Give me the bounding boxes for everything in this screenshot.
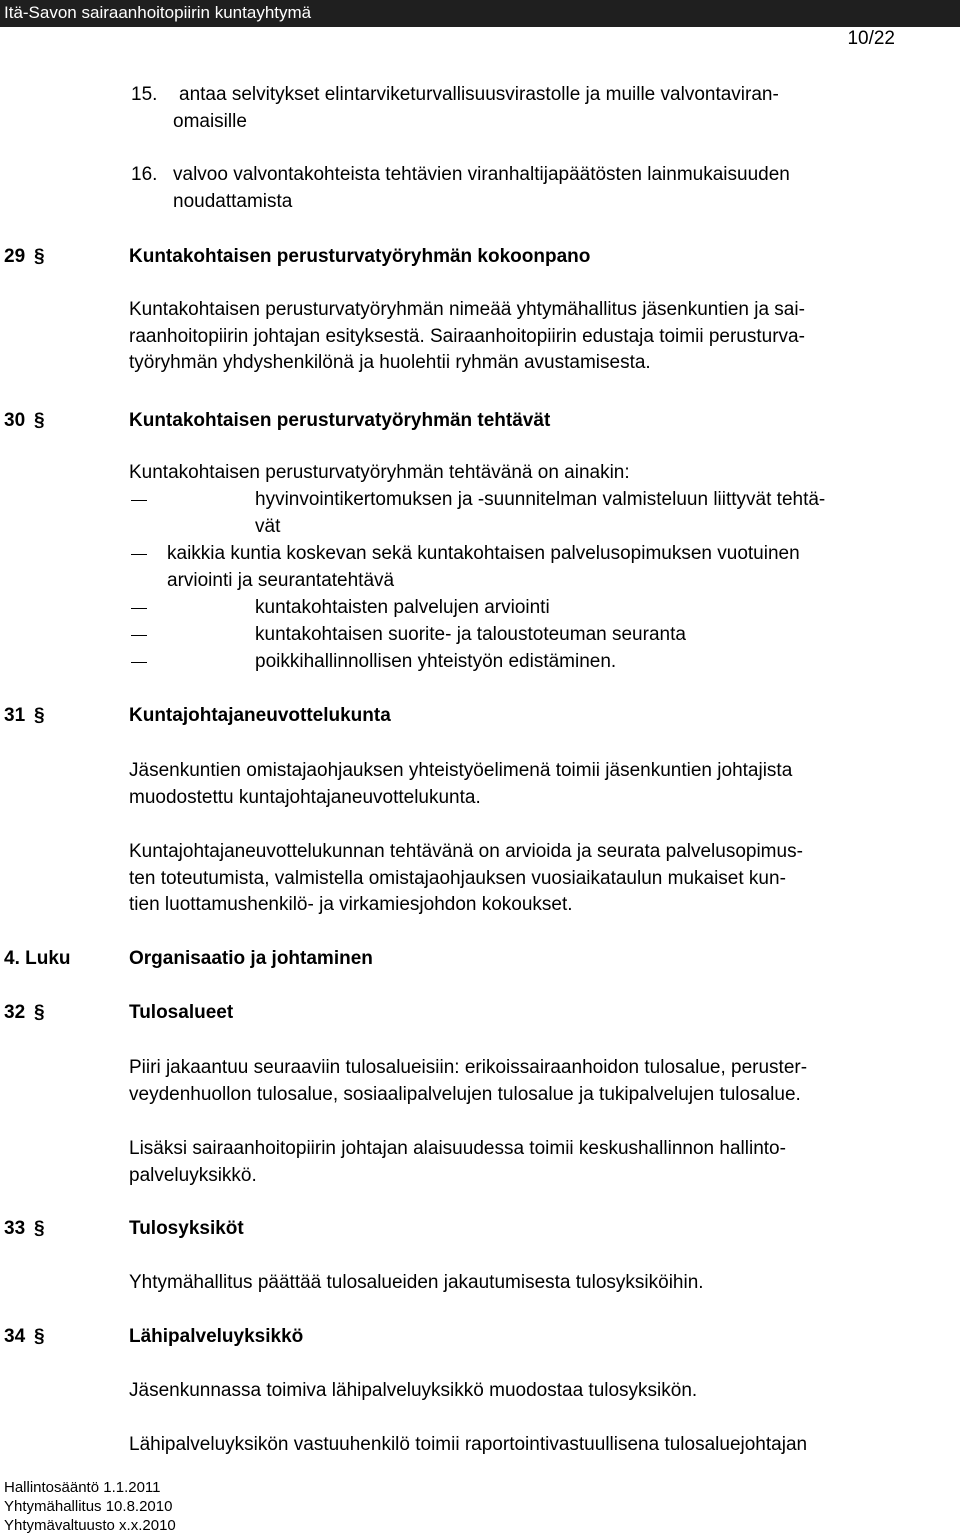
bullet-1-line2: vät [255,516,281,537]
bullet-2-line1: kaikkia kuntia koskevan sekä kuntakohtaisen palvelusopimuksen vuotuinen [167,543,800,564]
section-31-number: 31 [4,705,26,726]
section-29-paragraph [129,297,959,377]
item-15-line1: antaa selvitykset elintarviketurvallisuusvirastolle ja muille valvontaviran- [179,84,779,105]
section-32-number: 32 [4,1002,26,1023]
section-34-sign: § [34,1326,45,1347]
bullet-dash [131,635,147,636]
bullet-dash [131,662,147,663]
bullet-4: kuntakohtaisen suorite- ja taloustoteuman seuranta [255,624,686,645]
section-32-title: Tulosalueet [129,1002,234,1023]
paragraph-line: Piiri jakaantuu seuraaviin tulosalueisiin: erikoissairaanhoidon tulosalue, peruster- [129,1057,808,1078]
section-32-paragraph-2 [129,1136,959,1189]
bullet-2-line2: arviointi ja seurantatehtävä [167,570,395,591]
section-33-number: 33 [4,1218,26,1239]
paragraph-line: raanhoitopiirin johtajan esityksestä. Sairaanhoitopiirin edustaja toimii perusturva- [129,325,805,347]
section-31-paragraph-1 [129,758,959,811]
paragraph-line: Jäsenkuntien omistajaohjauksen yhteistyöelimenä toimii jäsenkuntien johtajista [129,760,793,781]
section-34-paragraph-2: Lähipalveluyksikön vastuuhenkilö toimii raportointivastuullisena tulosaluejohtajan [129,1434,808,1455]
bullet-dash [131,608,147,609]
bullet-5: poikkihallinnollisen yhteistyön edistäminen. [255,651,617,672]
section-30-sign: § [34,410,45,431]
section-32-paragraph-1 [129,1055,959,1108]
section-33-paragraph: Yhtymähallitus päättää tulosalueiden jakautumisesta tulosyksiköihin. [129,1272,704,1293]
bullet-3: kuntakohtaisten palvelujen arviointi [255,597,550,618]
bullet-dash [131,554,147,555]
chapter-title: Organisaatio ja johtaminen [129,948,373,969]
section-34-title: Lähipalveluyksikkö [129,1326,304,1347]
paragraph-line: muodostettu kuntajohtajaneuvottelukunta. [129,786,481,808]
bullet-1-line1: hyvinvointikertomuksen ja -suunnitelman valmisteluun liittyvät tehtä- [255,489,826,510]
paragraph-line: tien luottamushenkilö- ja virkamiesjohdon kokoukset. [129,894,573,916]
section-31-paragraph-2 [129,839,959,919]
page-number: 10/22 [847,28,895,49]
footer-line-3: Yhtymävaltuusto x.x.2010 [4,1517,176,1534]
paragraph-line: Lisäksi sairaanhoitopiirin johtajan alaisuudessa toimii keskushallinnon hallinto- [129,1138,786,1159]
chapter-number: 4. Luku [4,948,71,969]
section-30-number: 30 [4,410,26,431]
organization-name: Itä-Savon sairaanhoitopiirin kuntayhtymä [4,3,312,22]
item-15-number: 15. [131,84,158,105]
header-bar [0,0,960,27]
paragraph-line: työryhmän yhdyshenkilönä ja huolehtii ryhmän avustamisesta. [129,352,651,374]
item-16-line2: noudattamista [173,191,293,212]
paragraph-line: palveluyksikkö. [129,1164,257,1186]
item-16-line1: valvoo valvontakohteista tehtävien viranhaltijapäätösten lainmukaisuuden [173,164,790,185]
section-31-sign: § [34,705,45,726]
section-30-intro: Kuntakohtaisen perusturvatyöryhmän tehtävänä on ainakin: [129,462,630,483]
paragraph-line: Kuntakohtaisen perusturvatyöryhmän nimeää yhtymähallitus jäsenkuntien ja sai- [129,299,805,320]
section-31-title: Kuntajohtajaneuvottelukunta [129,705,391,726]
footer-line-2: Yhtymähallitus 10.8.2010 [4,1498,173,1515]
section-29-number: 29 [4,246,26,267]
paragraph-line: veydenhuollon tulosalue, sosiaalipalvelujen tulosalue ja tukipalvelujen tulosalue. [129,1083,801,1105]
section-29-title: Kuntakohtaisen perusturvatyöryhmän kokoonpano [129,246,591,267]
item-16-number: 16. [131,164,158,185]
section-33-title: Tulosyksiköt [129,1218,244,1239]
paragraph-line: Kuntajohtajaneuvottelukunnan tehtävänä on arvioida ja seurata palvelusopimus- [129,841,803,862]
section-34-number: 34 [4,1326,26,1347]
item-15-line2: omaisille [173,111,247,132]
footer-line-1: Hallintosääntö 1.1.2011 [4,1479,161,1496]
paragraph-line: ten toteutumista, valmistella omistajaohjauksen vuosiaikataulun mukaiset kun- [129,867,786,889]
section-32-sign: § [34,1002,45,1023]
section-30-title: Kuntakohtaisen perusturvatyöryhmän tehtävät [129,410,551,431]
section-29-sign: § [34,246,45,267]
section-34-paragraph-1: Jäsenkunnassa toimiva lähipalveluyksikkö muodostaa tulosyksikön. [129,1380,698,1401]
section-33-sign: § [34,1218,45,1239]
bullet-dash [131,500,147,501]
